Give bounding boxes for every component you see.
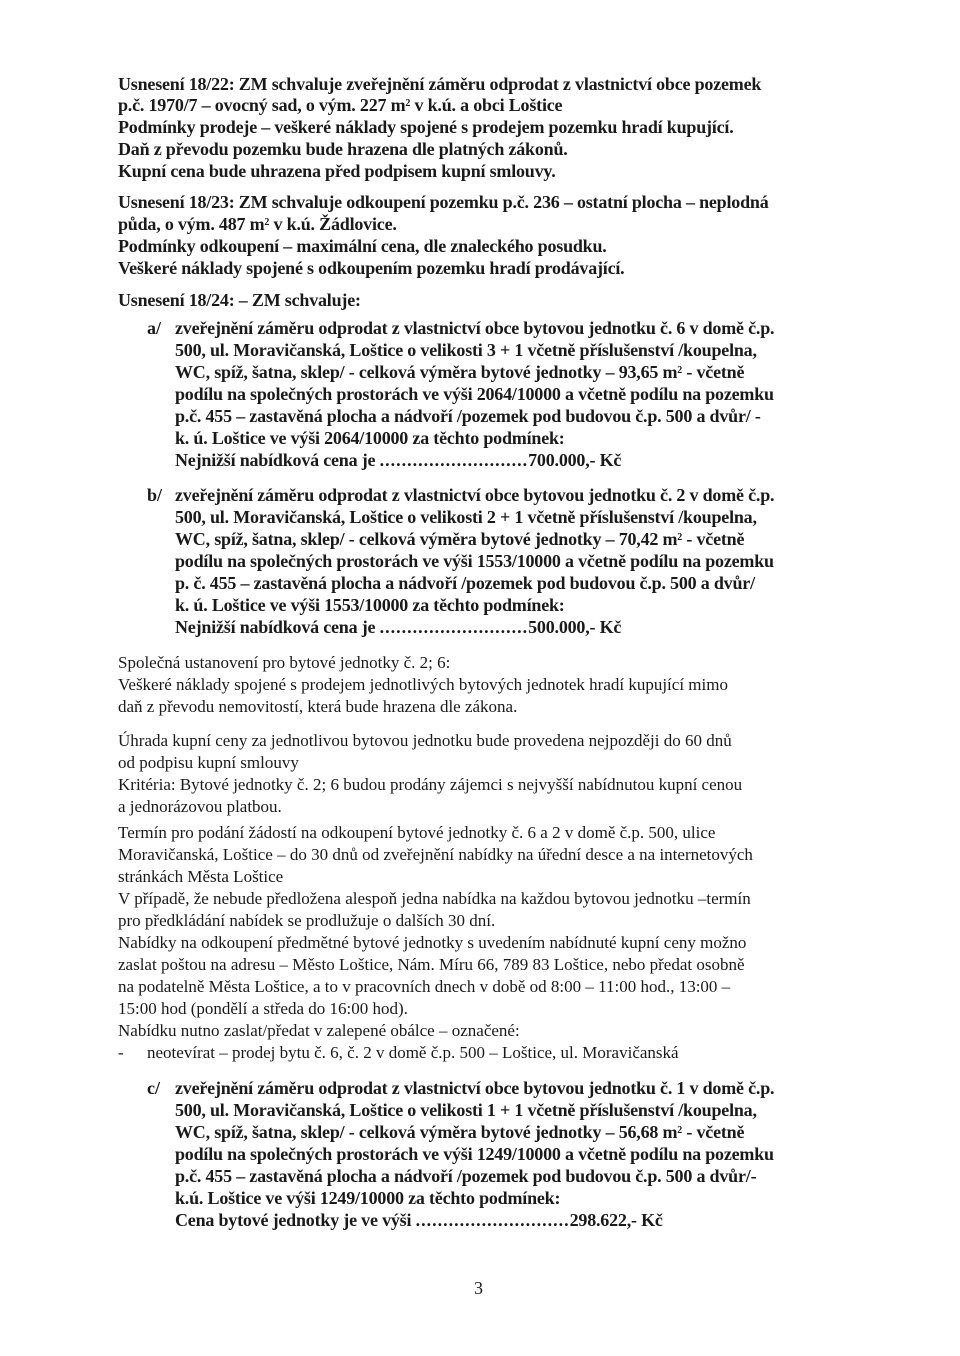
item-b-line3: WC, spíž, šatna, sklep/ - celková výměra bytové jednotky – 70,42 $m^2$ - včetně	[175, 529, 745, 549]
res23-line1: Usnesení 18/23: ZM schvaluje odkoupení pozemku p.č. 236 – ostatní plocha – neplodná	[118, 192, 769, 212]
item-b-price: Nejnižší nabídková cena je ...........................500.000,- Kč	[175, 617, 622, 637]
item-a-line1: zveřejnění záměru odprodat z vlastnictví obce bytovou jednotku č. 6 v domě č.p.	[175, 318, 775, 338]
item-c-line2: 500, ul. Moravičanská, Loštice o velikosti 1 + 1 včetně příslušenství /koupelna,	[175, 1100, 757, 1120]
res24-header: Usnesení 18/24: – ZM schvaluje:	[118, 290, 361, 310]
item-c-line6: k.ú. Loštice ve výši 1249/10000 za těchto podmínek:	[175, 1188, 561, 1208]
item-c-price: Cena bytové jednotky je ve výši ............................298.622,- Kč	[175, 1210, 663, 1230]
common-p7: a jednorázovou platbou.	[118, 797, 282, 816]
common-p11: V případě, že nebude předložena alespoň jedna nabídka na každou bytovou jednotku –termín	[118, 889, 751, 908]
common-p5: od podpisu kupní smlouvy	[118, 753, 299, 772]
item-a-line3: WC, spíž, šatna, sklep/ - celková výměra bytové jednotky – 93,65 $m^2$ - včetně	[175, 362, 745, 382]
common-p3: daň z převodu nemovitostí, která bude hrazena dle zákona.	[118, 697, 518, 716]
item-a-label: a/	[147, 318, 162, 338]
res22-line1: Usnesení 18/22: ZM schvaluje zveřejnění záměru odprodat z vlastnictví obce pozemek	[118, 74, 762, 94]
item-b-label: b/	[147, 485, 163, 505]
res23-line3: Podmínky odkoupení – maximální cena, dle znaleckého posudku.	[118, 236, 607, 256]
item-c-label: c/	[147, 1078, 160, 1098]
item-c-line3: WC, spíž, šatna, sklep/ - celková výměra bytové jednotky – 56,68 $m^2$ - včetně	[175, 1122, 745, 1142]
bullet-dash: -	[118, 1043, 124, 1062]
item-c-line4: podílu na společných prostorách ve výši 1249/10000 a včetně podílu na pozemku	[175, 1144, 774, 1164]
common-p13: Nabídky na odkoupení předmětné bytové jednotky s uvedením nabídnuté kupní ceny možno	[118, 933, 747, 952]
item-b-line2: 500, ul. Moravičanská, Loštice o velikosti 2 + 1 včetně příslušenství /koupelna,	[175, 507, 757, 527]
item-a-line2: 500, ul. Moravičanská, Loštice o velikosti 3 + 1 včetně příslušenství /koupelna,	[175, 340, 757, 360]
common-p18: neotevírat – prodej bytu č. 6, č. 2 v domě č.p. 500 – Loštice, ul. Moravičanská	[147, 1043, 679, 1062]
common-p6: Kritéria: Bytové jednotky č. 2; 6 budou prodány zájemci s nejvyšší nabídnutou kupní cenou	[118, 775, 743, 794]
item-a-line4: podílu na společných prostorách ve výši 2064/10000 a včetně podílu na pozemku	[175, 384, 774, 404]
res23-line4: Veškeré náklady spojené s odkoupením pozemku hradí prodávající.	[118, 258, 625, 278]
item-a-line5: p.č. 455 – zastavěná plocha a nádvoří /pozemek pod budovou č.p. 500 a dvůr/ -	[175, 406, 761, 426]
common-p16: 15:00 hod (pondělí a středa do 16:00 hod).	[118, 999, 408, 1018]
common-p9: Moravičanská, Loštice – do 30 dnů od zveřejnění nabídky na úřední desce a na internetových	[118, 845, 753, 864]
item-c-line5: p.č. 455 – zastavěná plocha a nádvoří /pozemek pod budovou č.p. 500 a dvůr/-	[175, 1166, 757, 1186]
res22-line2: p.č. 1970/7 – ovocný sad, o vým. 227 $m^2$ v k.ú. a obci Loštice	[118, 95, 563, 115]
common-p2: Veškeré náklady spojené s prodejem jednotlivých bytových jednotek hradí kupující mimo	[118, 675, 728, 694]
res23-line2: půda, o vým. 487 $m^2$ v k.ú. Žádlovice.	[118, 214, 397, 234]
common-p15: na podatelně Města Loštice, a to v pracovních dnech v době od 8:00 – 11:00 hod., 13:00 –	[118, 977, 731, 996]
item-b-line1: zveřejnění záměru odprodat z vlastnictví obce bytovou jednotku č. 2 v domě č.p.	[175, 485, 775, 505]
item-b-line6: k. ú. Loštice ve výši 1553/10000 za těchto podmínek:	[175, 595, 565, 615]
item-b-line4: podílu na společných prostorách ve výši 1553/10000 a včetně podílu na pozemku	[175, 551, 774, 571]
common-p1: Společná ustanovení pro bytové jednotky č. 2; 6:	[118, 653, 451, 672]
common-p12: pro předkládání nabídek se prodlužuje o dalších 30 dní.	[118, 911, 496, 930]
common-p10: stránkách Města Loštice	[118, 867, 284, 886]
common-p14: zaslat poštou na adresu – Město Loštice, Nám. Míru 66, 789 83 Loštice, nebo předat osobně	[118, 955, 745, 974]
item-a-line6: k. ú. Loštice ve výši 2064/10000 za těchto podmínek:	[175, 428, 565, 448]
res22-line4: Daň z převodu pozemku bude hrazena dle platných zákonů.	[118, 139, 568, 159]
page-number: 3	[474, 1278, 483, 1298]
common-p4: Úhrada kupní ceny za jednotlivou bytovou jednotku bude provedena nejpozději do 60 dnů	[118, 731, 732, 750]
common-p8: Termín pro podání žádostí na odkoupení bytové jednotky č. 6 a 2 v domě č.p. 500, ulice	[118, 823, 716, 842]
res22-line3: Podmínky prodeje – veškeré náklady spojené s prodejem pozemku hradí kupující.	[118, 117, 734, 137]
common-p17: Nabídku nutno zaslat/předat v zalepené obálce – označené:	[118, 1021, 520, 1040]
item-a-price: Nejnižší nabídková cena je ...........................700.000,- Kč	[175, 450, 622, 470]
item-b-line5: p. č. 455 – zastavěná plocha a nádvoří /pozemek pod budovou č.p. 500 a dvůr/	[175, 573, 755, 593]
res22-line5: Kupní cena bude uhrazena před podpisem kupní smlouvy.	[118, 161, 556, 181]
item-c-line1: zveřejnění záměru odprodat z vlastnictví obce bytovou jednotku č. 1 v domě č.p.	[175, 1078, 775, 1098]
